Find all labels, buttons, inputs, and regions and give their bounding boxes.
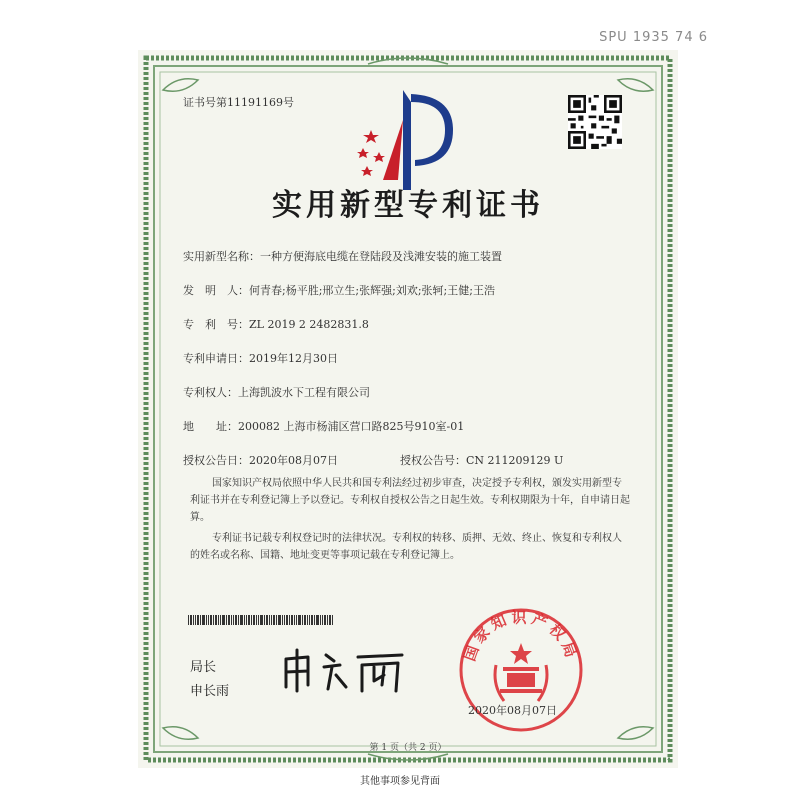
utility-model-name: 实用新型名称：一种方便海底电缆在登陆段及浅滩安装的施工装置 xyxy=(183,250,502,263)
announcement-date: 授权公告日：2020年08月07日 xyxy=(183,454,338,467)
patent-holder: 专利权人：上海凯波水下工程有限公司 xyxy=(183,386,370,399)
certificate-title: 实用新型专利证书 xyxy=(272,188,544,223)
svg-text:国家知识产权局: 国家知识产权局 xyxy=(460,608,582,664)
announcement-number: 授权公告号：CN 211209129 U xyxy=(400,454,564,467)
patent-certificate xyxy=(138,50,678,768)
filing-date: 专利申请日：2019年12月30日 xyxy=(183,352,338,365)
legal-status-paragraph: 专利证书记载专利权登记时的法律状况。专利权的转移、质押、无效、终止、恢复和专利权人的姓名或名称、国籍、地址变更等事项记载在专利登记簿上。 xyxy=(190,533,622,561)
issue-date: 2020年08月07日 xyxy=(468,704,557,717)
handwritten-note: SPU 1935 74 6 xyxy=(599,30,708,45)
grant-paragraph: 国家知识产权局依照中华人民共和国专利法经过初步审查，决定授予专利权，颁发实用新型专利证书并在专利登记簿上予以登记。专利权自授权公告之日起生效。专利权期限为十年，自申请日起算。 xyxy=(190,478,630,523)
director-title: 局长 xyxy=(190,660,217,675)
inventors: 发 明 人：何青春;杨平胜;邢立生;张辉强;刘欢;张轲;王健;王浩 xyxy=(183,284,495,297)
qr-code-icon xyxy=(568,95,622,149)
address: 地 址：200082 上海市杨浦区营口路825号910室-01 xyxy=(183,420,465,433)
page-indicator: 第 1 页（共 2 页） xyxy=(369,743,447,753)
barcode-icon xyxy=(188,615,334,625)
certificate-number: 证书号第11191169号 xyxy=(183,96,294,109)
director-name: 申长雨 xyxy=(190,684,230,699)
footer-note: 其他事项参见背面 xyxy=(360,776,440,787)
patent-number: 专 利 号：ZL 2019 2 2482831.8 xyxy=(183,318,369,331)
director-signature xyxy=(278,645,408,695)
